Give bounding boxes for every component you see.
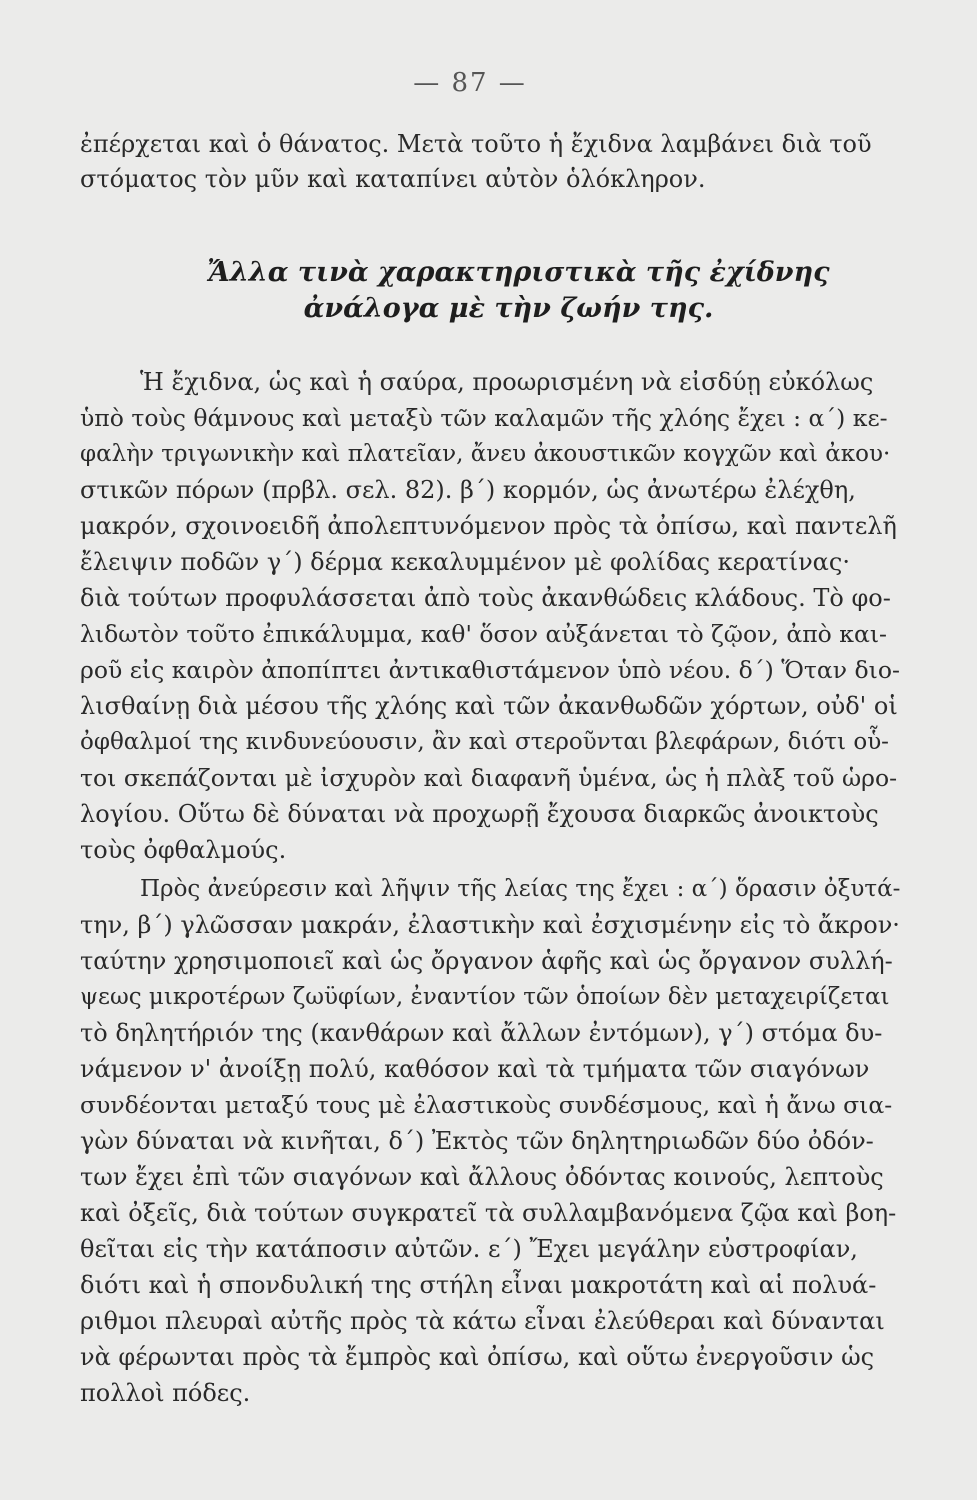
text-line: τοι σκεπάζονται μὲ ἰσχυρὸν καὶ διαφανῆ ὑμένα, ὡς ἡ πλὰξ τοῦ ὡρο-	[80, 764, 898, 792]
text-line: διότι καὶ ἡ σπονδυλική της στήλη εἶναι μακροτάτη καὶ αἱ πολυά-	[80, 1271, 877, 1299]
text-line: μακρόν, σχοινοειδῆ ἀπολεπτυνόμενον πρὸς τὰ ὀπίσω, καὶ παντελῆ	[80, 512, 897, 540]
text-line: ταύτην χρησιμοποιεῖ καὶ ὡς ὄργανον ἁφῆς καὶ ὡς ὄργανον συλλή-	[80, 947, 893, 975]
text-line: ἐπέρχεται καὶ ὁ θάνατος. Μετὰ τοῦτο ἡ ἔχιδνα λαμβάνει διὰ τοῦ	[80, 130, 872, 158]
heading-line: ἀνάλογα μὲ τὴν ζωήν της.	[303, 293, 714, 324]
text-line: θεῖται εἰς τὴν κατάποσιν αὐτῶν. ε΄) Ἔχει μεγάλην εὐστροφίαν,	[80, 1235, 858, 1263]
text-line: ριθμοι πλευραὶ αὐτῆς πρὸς τὰ κάτω εἶναι ἐλεύθεραι καὶ δύνανται	[80, 1307, 885, 1335]
text-line: των ἔχει ἐπὶ τῶν σιαγόνων καὶ ἄλλους ὀδόντας κοινούς, λεπτοὺς	[80, 1163, 884, 1191]
text-line: Πρὸς ἀνεύρεσιν καὶ λῆψιν τῆς λείας της ἔχει : α΄) ὅρασιν ὀξυτά-	[140, 876, 901, 902]
text-line: νὰ φέρωνται πρὸς τὰ ἔμπρὸς καὶ ὀπίσω, καὶ οὕτω ἐνεργοῦσιν ὡς	[80, 1343, 875, 1371]
text-line: γὼν δύναται νὰ κινῆται, δ΄) Ἐκτὸς τῶν δηλητηριωδῶν δύο ὀδόν-	[80, 1127, 874, 1155]
text-line: ροῦ εἰς καιρὸν ἀποπίπτει ἀντικαθιστάμενον ὑπὸ νέου. δ΄) Ὅταν διο-	[80, 656, 900, 684]
text-line: διὰ τούτων προφυλάσσεται ἀπὸ τοὺς ἀκανθώδεις κλάδους. Τὸ φο-	[80, 584, 891, 612]
text-line: νάμενον ν' ἀνοίξῃ πολύ, καθόσον καὶ τὰ τμήματα τῶν σιαγόνων	[80, 1055, 870, 1083]
text-line: στικῶν πόρων (πρβλ. σελ. 82). β΄) κορμόν, ὡς ἀνωτέρω ἐλέχθη,	[80, 476, 856, 504]
heading-line: Ἄλλα τινὰ χαρακτηριστικὰ τῆς ἐχίδνης	[207, 257, 830, 288]
text-line: ὀφθαλμοί της κινδυνεύουσιν, ἂν καὶ στεροῦνται βλεφάρων, διότι οὗ-	[80, 729, 889, 755]
text-line: Ἡ ἔχιδνα, ὡς καὶ ἡ σαύρα, προωρισμένη νὰ εἰσδύῃ εὐκόλως	[140, 368, 874, 396]
text-line: λισθαίνῃ διὰ μέσου τῆς χλόης καὶ τῶν ἀκανθωδῶν χόρτων, οὐδ' οἱ	[80, 692, 898, 720]
text-line: συνδέονται μεταξύ τους μὲ ἐλαστικοὺς συνδέσμους, καὶ ἡ ἄνω σια-	[80, 1091, 893, 1119]
text-line: την, β΄) γλῶσσαν μακράν, ἐλαστικὴν καὶ ἐσχισμένην εἰς τὸ ἄκρον·	[80, 911, 900, 939]
text-line: στόματος τὸν μῦν καὶ καταπίνει αὐτὸν ὁλόκληρον.	[80, 165, 706, 193]
text-line: τὸ δηλητήριόν της (κανθάρων καὶ ἄλλων ἐντόμων), γ΄) στόμα δυ-	[80, 1019, 883, 1047]
page-number: — 87 —	[413, 68, 527, 98]
text-line: ἔλειψιν ποδῶν γ΄) δέρμα κεκαλυμμένον μὲ φολίδας κερατίνας·	[80, 548, 850, 576]
text-line: ὑπὸ τοὺς θάμνους καὶ μεταξὺ τῶν καλαμῶν τῆς χλόης ἔχει : α΄) κε-	[80, 404, 888, 432]
text-line: πολλοὶ πόδες.	[80, 1379, 251, 1407]
text-line: λογίου. Οὕτω δὲ δύναται νὰ προχωρῇ ἔχουσα διαρκῶς ἀνοικτοὺς	[80, 800, 879, 828]
text-line: τοὺς ὀφθαλμούς.	[80, 836, 287, 864]
text-line: καὶ ὀξεῖς, διὰ τούτων συγκρατεῖ τὰ συλλαμβανόμενα ζῷα καὶ βοη-	[80, 1199, 897, 1227]
text-line: λιδωτὸν τοῦτο ἐπικάλυμμα, καθ' ὅσον αὐξάνεται τὸ ζῷον, ἀπὸ και-	[80, 620, 887, 648]
text-line: ψεως μικροτέρων ζωϋφίων, ἐναντίον τῶν ὁποίων δὲν μεταχειρίζεται	[80, 984, 890, 1010]
text-line: φαλὴν τριγωνικὴν καὶ πλατεῖαν, ἄνευ ἀκουστικῶν κογχῶν καὶ ἀκου·	[80, 441, 891, 467]
